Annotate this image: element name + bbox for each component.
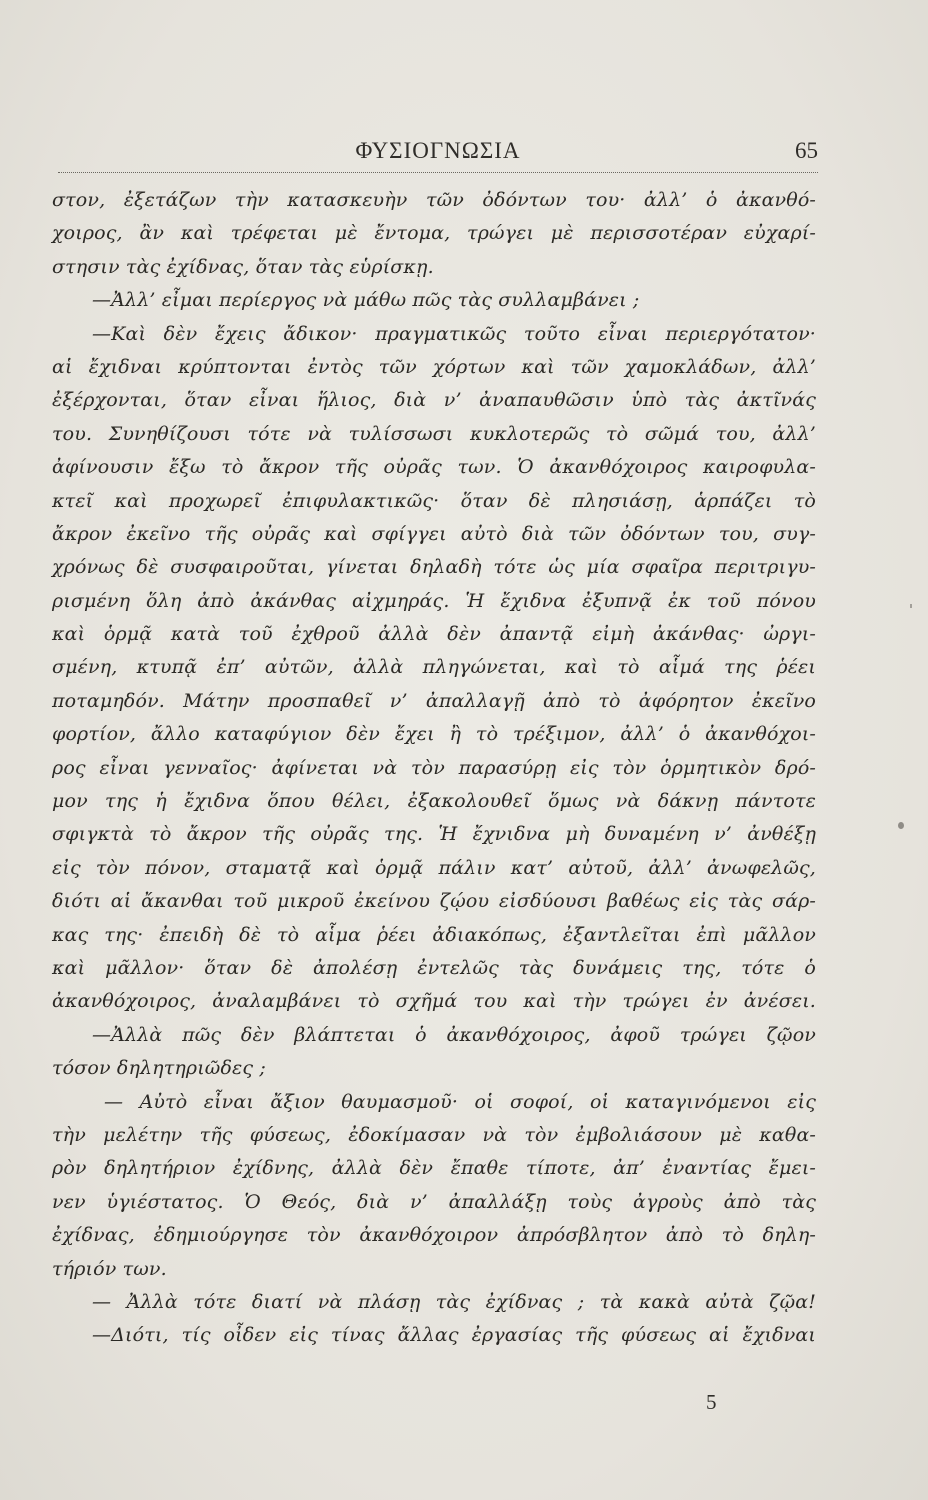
paper-speck xyxy=(910,604,912,608)
text-line: ρισμένη ὅλη ἀπὸ ἀκάνθας αἰχμηράς. Ἡ ἔχιδνα ἐξυπνᾷ ἐκ τοῦ πόνου xyxy=(52,589,816,612)
text-line: — Ἀλλὰ τότε διατί νὰ πλάσῃ τὰς ἐχίδνας ; τὰ κακὰ αὐτὰ ζῷα! xyxy=(92,1290,816,1313)
text-line: εἰς τὸν πόνον, σταματᾷ καὶ ὁρμᾷ πάλιν κατ’ αὐτοῦ, ἀλλ’ ἀνωφελῶς, xyxy=(52,856,816,879)
text-line: διότι αἱ ἄκανθαι τοῦ μικροῦ ἐκείνου ζῴου εἰσδύουσι βαθέως εἰς τὰς σάρ- xyxy=(52,890,816,913)
text-line: σφιγκτὰ τὸ ἄκρον τῆς οὐρᾶς της. Ἡ ἔχνιδνα μὴ δυναμένη ν’ ἀνθέξῃ xyxy=(52,823,816,846)
header-rule xyxy=(58,172,818,173)
text-line: —Διότι, τίς οἶδεν εἰς τίνας ἄλλας ἐργασίας τῆς φύσεως αἱ ἔχιδναι xyxy=(92,1324,816,1347)
text-line: ἀφίνουσιν ἔξω τὸ ἄκρον τῆς οὐρᾶς των. Ὁ ἀκανθόχοιρος καιροφυλα- xyxy=(52,456,816,479)
text-line: ρος εἶναι γενναῖος· ἀφίνεται νὰ τὸν παρασύρῃ εἰς τὸν ὁρμητικὸν δρό- xyxy=(52,756,816,779)
text-line: ποταμηδόν. Μάτην προσπαθεῖ ν’ ἀπαλλαγῇ ἀπὸ τὸ ἀφόρητον ἐκεῖνο xyxy=(52,689,816,712)
text-line: ρὸν δηλητήριον ἐχίδνης, ἀλλὰ δὲν ἔπαθε τίποτε, ἀπ’ ἐναντίας ἔμει- xyxy=(52,1157,816,1180)
text-line: του. Συνηθίζουσι τότε νὰ τυλίσσωσι κυκλοτερῶς τὸ σῶμά του, ἀλλ’ xyxy=(52,422,816,445)
body-text xyxy=(52,184,816,1353)
text-line: καὶ μᾶλλον· ὅταν δὲ ἀπολέσῃ ἐντελῶς τὰς δυνάμεις της, τότε ὁ xyxy=(52,956,816,979)
text-line: ἄκρον ἐκεῖνο τῆς οὐρᾶς καὶ σφίγγει αὐτὸ διὰ τῶν ὀδόντων του, συγ- xyxy=(52,522,816,545)
text-line: σμένη, κτυπᾷ ἐπ’ αὐτῶν, ἀλλὰ πληγώνεται, καὶ τὸ αἷμά της ῥέει xyxy=(52,656,816,679)
signature-mark: 5 xyxy=(706,1390,717,1414)
text-line: νεν ὑγιέστατος. Ὁ Θεός, διὰ ν’ ἀπαλλάξῃ τοὺς ἀγροὺς ἀπὸ τὰς xyxy=(52,1190,816,1213)
page-number: 65 xyxy=(795,138,818,163)
text-line: μον της ἡ ἔχιδνα ὅπου θέλει, ἐξακολουθεῖ ὅμως νὰ δάκνῃ πάντοτε xyxy=(52,790,816,813)
text-line: ἐξέρχονται, ὅταν εἶναι ἥλιος, διὰ ν’ ἀναπαυθῶσιν ὑπὸ τὰς ἀκτῖνάς xyxy=(52,389,816,412)
text-line: χοιρος, ἂν καὶ τρέφεται μὲ ἔντομα, τρώγει μὲ περισσοτέραν εὐχαρί- xyxy=(52,222,816,245)
text-line: κτεῖ καὶ προχωρεῖ ἐπιφυλακτικῶς· ὅταν δὲ πλησιάσῃ, ἁρπάζει τὸ xyxy=(52,489,816,512)
text-line: φορτίον, ἄλλο καταφύγιον δὲν ἔχει ἢ τὸ τρέξιμον, ἀλλ’ ὁ ἀκανθόχοι- xyxy=(52,723,816,746)
text-line: τὴν μελέτην τῆς φύσεως, ἐδοκίμασαν νὰ τὸν ἐμβολιάσουν μὲ καθα- xyxy=(52,1123,816,1146)
text-line: τήριόν των. xyxy=(52,1257,167,1280)
text-line: χρόνως δὲ συσφαιροῦται, γίνεται δηλαδὴ τότε ὡς μία σφαῖρα περιτριγυ- xyxy=(52,556,816,579)
text-line: κας της· ἐπειδὴ δὲ τὸ αἷμα ῥέει ἀδιακόπως, ἐξαντλεῖται ἐπὶ μᾶλλον xyxy=(52,923,816,946)
text-line: ἀκανθόχοιρος, ἀναλαμβάνει τὸ σχῆμά του καὶ τὴν τρώγει ἐν ἀνέσει. xyxy=(52,990,816,1013)
text-line: αἱ ἔχιδναι κρύπτονται ἐντὸς τῶν χόρτων καὶ τῶν χαμοκλάδων, ἀλλ’ xyxy=(52,355,816,378)
text-line: στησιν τὰς ἐχίδνας, ὅταν τὰς εὑρίσκῃ. xyxy=(52,255,434,278)
text-line: στον, ἐξετάζων τὴν κατασκευὴν τῶν ὀδόντων του· ἀλλ’ ὁ ἀκανθό- xyxy=(52,189,816,211)
text-line: —Καὶ δὲν ἔχεις ἄδικον· πραγματικῶς τοῦτο εἶναι περιεργότατον· xyxy=(92,322,816,345)
text-line: τόσον δηλητηριῶδες ; xyxy=(52,1057,266,1080)
text-line: ἐχίδνας, ἐδημιούργησε τὸν ἀκανθόχοιρον ἀπρόσβλητον ἀπὸ τὸ δηλη- xyxy=(52,1224,816,1247)
text-line: —Ἀλλὰ πῶς δὲν βλάπτεται ὁ ἀκανθόχοιρος, ἀφοῦ τρώγει ζῷον xyxy=(92,1023,816,1046)
paper-speck xyxy=(898,822,904,829)
text-line: — Αὐτὸ εἶναι ἄξιον θαυμασμοῦ· οἱ σοφοί, οἱ καταγινόμενοι εἰς xyxy=(104,1090,816,1113)
text-line: καὶ ὁρμᾷ κατὰ τοῦ ἐχθροῦ ἀλλὰ δὲν ἀπαντᾷ εἰμὴ ἀκάνθας· ὠργι- xyxy=(52,623,816,646)
text-line: —Ἀλλ’ εἶμαι περίεργος νὰ μάθω πῶς τὰς συλλαμβάνει ; xyxy=(92,289,640,312)
page-title: ΦΥΣΙΟΓΝΩΣΙΑ xyxy=(355,138,521,163)
